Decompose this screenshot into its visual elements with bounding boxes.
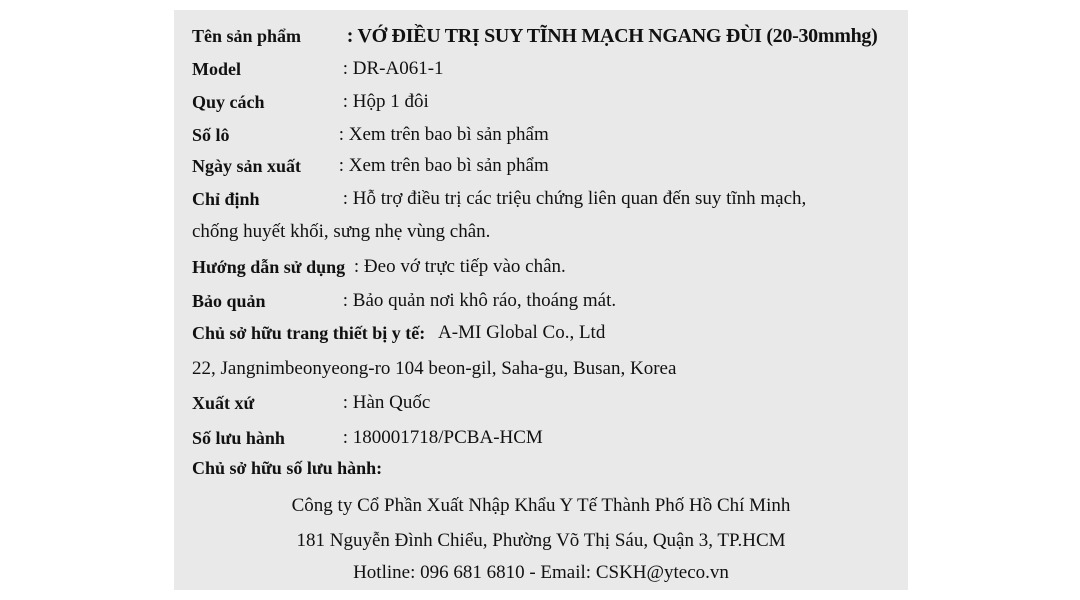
origin-row (192, 391, 430, 415)
indication-value: : Hỗ trợ điều trị các triệu chứng liên quan đến suy tĩnh mạch, (342, 188, 807, 209)
storage-value: : Bảo quản nơi khô ráo, thoáng mát. (342, 290, 617, 311)
device-owner-value: A-MI Global Co., Ltd (438, 322, 606, 343)
model-row (192, 57, 444, 81)
usage-label: Hướng dẫn sử dụng (192, 257, 346, 277)
storage-label: Bảo quản (192, 291, 266, 311)
company-contact: Hotline: 096 681 6810 - Email: CSKH@yteco.vn (353, 562, 729, 583)
product-name-label: Tên sản phẩm (192, 26, 302, 46)
registration-owner-label: Chủ sở hữu số lưu hành: (192, 458, 383, 478)
manufacture-date-label: Ngày sản xuất (192, 156, 302, 176)
company-address: 181 Nguyễn Đình Chiểu, Phường Võ Thị Sáu, Quận 3, TP.HCM (296, 530, 786, 551)
company-name: Công ty Cổ Phần Xuất Nhập Khẩu Y Tế Thành Phố Hồ Chí Minh (291, 495, 791, 516)
registration-number-label: Số lưu hành (192, 428, 285, 448)
usage-value: : Đeo vớ trực tiếp vào chân. (353, 256, 566, 277)
specification-value: : Hộp 1 đôi (342, 91, 429, 112)
indication-row (192, 187, 806, 211)
product-name-row (192, 24, 877, 48)
indication-continuation: chống huyết khối, sưng nhẹ vùng chân. (192, 221, 491, 242)
product-name-value: : VỚ ĐIỀU TRỊ SUY TĨNH MẠCH NGANG ĐÙI (20-30mmhg) (346, 25, 878, 47)
indication-label: Chỉ định (192, 189, 260, 209)
product-label-card (174, 10, 908, 590)
registration-owner-row (192, 456, 382, 480)
origin-value: : Hàn Quốc (342, 392, 431, 413)
model-label: Model (192, 59, 241, 79)
storage-row (192, 289, 616, 313)
device-owner-row (192, 321, 605, 345)
lot-number-value: : Xem trên bao bì sản phẩm (338, 124, 549, 145)
origin-label: Xuất xứ (192, 393, 255, 413)
specification-label: Quy cách (192, 92, 265, 112)
registration-number-row (192, 426, 543, 450)
device-owner-address: 22, Jangnimbeonyeong-ro 104 beon-gil, Saha-gu, Busan, Korea (192, 358, 677, 379)
manufacture-date-row (192, 154, 549, 178)
lot-number-row (192, 123, 549, 147)
lot-number-label: Số lô (192, 125, 230, 145)
model-value: : DR-A061-1 (342, 58, 444, 79)
device-owner-label: Chủ sở hữu trang thiết bị y tế: (192, 323, 426, 343)
registration-number-value: : 180001718/PCBA-HCM (342, 427, 543, 448)
manufacture-date-value: : Xem trên bao bì sản phẩm (338, 155, 549, 176)
specification-row (192, 90, 429, 114)
usage-row (192, 255, 566, 279)
